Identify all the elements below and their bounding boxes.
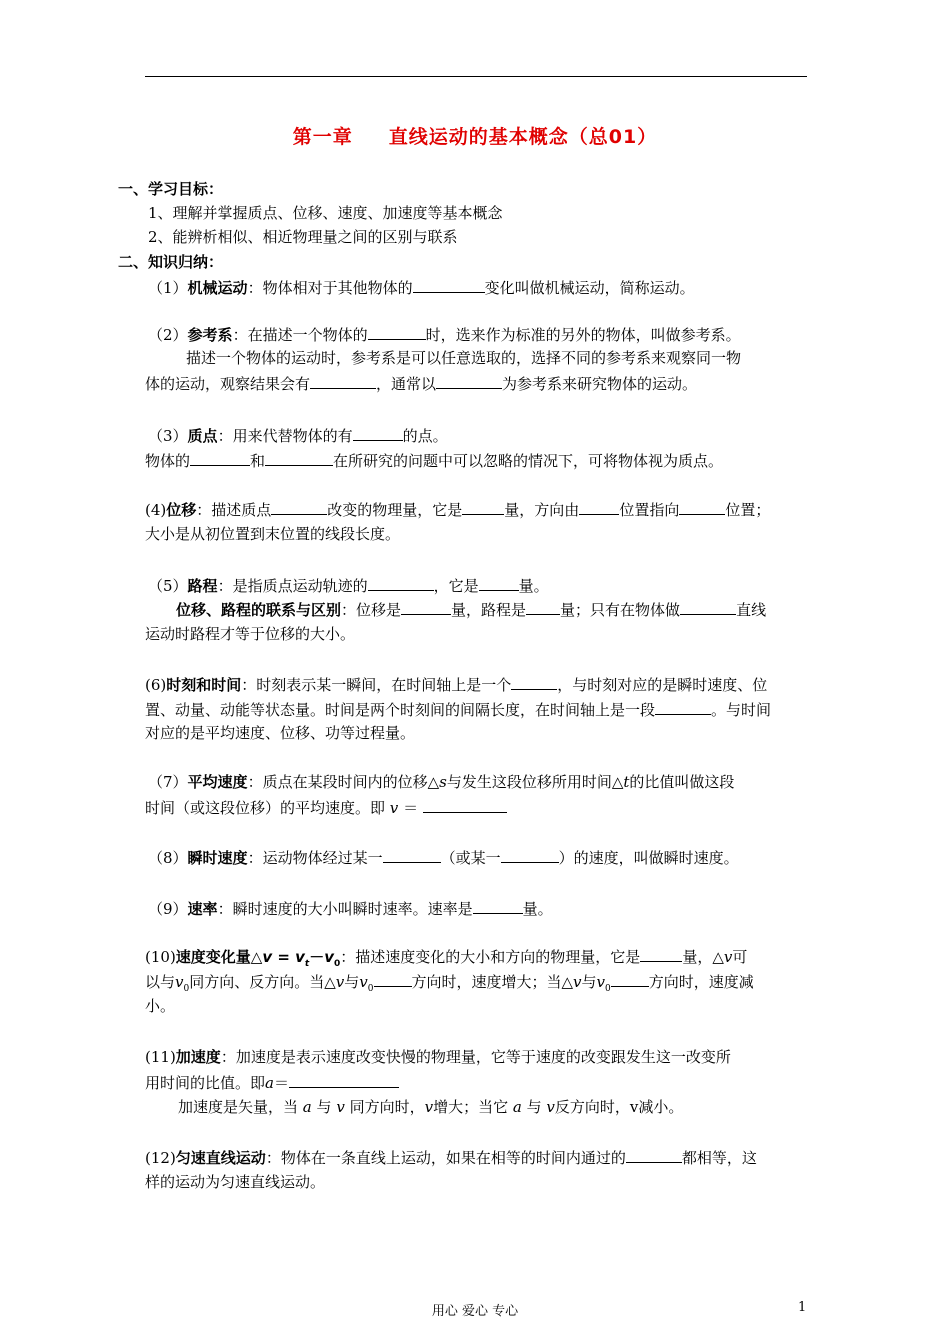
fill-blank [368, 574, 434, 591]
item-path-length: （5）路程：是指质点运动轨迹的 ，它是 量。 [148, 574, 549, 597]
item-average-velocity: （7）平均速度：质点在某段时间内的位移△s与发生这段位移所用时间△t的比值叫做这段 [148, 773, 735, 791]
fill-blank [265, 449, 333, 466]
average-velocity-line-2: 时间（或这段位移）的平均速度。即 v ＝ [145, 796, 507, 819]
fill-blank [501, 846, 559, 863]
fill-blank [462, 498, 504, 515]
fill-blank [479, 574, 519, 591]
moment-line-2: 置、动量、动能等状态量。时间是两个时刻间的间隔长度，在时间轴上是一段 。与时间 [145, 698, 771, 721]
fill-blank [289, 1071, 399, 1088]
fill-blank [271, 498, 327, 515]
goal-1: 1、理解并掌握质点、位移、速度、加速度等基本概念 [148, 204, 503, 222]
fill-blank [413, 276, 485, 293]
fill-blank [401, 598, 451, 615]
goal-2: 2、能辨析相似、相近物理量之间的区别与联系 [148, 228, 458, 246]
fill-blank [679, 498, 725, 515]
item-particle: （3）质点：用来代替物体的有 的点。 [148, 424, 448, 447]
page-title [0, 122, 950, 149]
fill-blank [611, 970, 649, 987]
item-instantaneous-velocity: （8）瞬时速度：运动物体经过某一 （或某一 ）的速度，叫做瞬时速度。 [148, 846, 739, 869]
velocity-change-line-3: 小。 [145, 997, 176, 1015]
item-acceleration: (11)加速度：加速度是表示速度改变快慢的物理量，它等于速度的改变跟发生这一改变所 [145, 1048, 731, 1066]
fill-blank [640, 945, 682, 962]
fill-blank [310, 372, 376, 389]
fill-blank [436, 372, 502, 389]
particle-line-2: 物体的 和 在所研究的问题中可以忽略的情况下，可将物体视为质点。 [145, 449, 723, 472]
item-moment-and-time: (6)时刻和时间：时刻表示某一瞬间，在时间轴上是一个 ，与时刻对应的是瞬时速度、位 [145, 673, 767, 696]
acceleration-line-3: 加速度是矢量，当 a 与 v 同方向时，v增大；当它 a 与 v反方向时，v减小。 [178, 1098, 684, 1116]
fill-blank [374, 970, 412, 987]
uniform-motion-line-2: 样的运动为匀速直线运动。 [145, 1173, 326, 1191]
fill-blank [353, 424, 403, 441]
section-heading-knowledge: 二、知识归纳： [118, 253, 224, 271]
displacement-line-2: 大小是从初位置到末位置的线段长度。 [145, 525, 401, 543]
reference-frame-line-3: 体的运动，观察结果会有 ，通常以 为参考系来研究物体的运动。 [145, 372, 697, 395]
header-rule [145, 76, 807, 77]
fill-blank [423, 796, 507, 813]
fill-blank [190, 449, 250, 466]
item-displacement: (4)位移：描述质点 改变的物理量，它是 量，方向由 位置指向 位置； [145, 498, 770, 521]
fill-blank [368, 323, 426, 340]
item-speed: （9）速率：瞬时速度的大小叫瞬时速率。速率是 量。 [148, 897, 553, 920]
velocity-change-line-2: 以与$v_0$同方向、反方向。当△v与$v_0$ 方向时，速度增大；当△v与$v_0$ 方向时，速度减 [145, 970, 754, 1000]
chapter-title: 直线运动的基本概念（总01） [388, 126, 658, 148]
reference-frame-line-2: 描述一个物体的运动时，参考系是可以任意选取的，选择不同的参考系来观察同一物 [186, 349, 742, 367]
path-vs-displacement: 位移、路程的联系与区别：位移是 量，路程是 量；只有在物体做 直线 [176, 598, 766, 621]
item-mechanical-motion: （1）机械运动：物体相对于其他物体的 变化叫做机械运动，简称运动。 [148, 276, 695, 299]
section-heading-goals: 一、学习目标： [118, 180, 224, 198]
fill-blank [680, 598, 736, 615]
item-uniform-linear-motion: (12)匀速直线运动：物体在一条直线上运动，如果在相等的时间内通过的 都相等，这 [145, 1146, 757, 1169]
fill-blank [511, 673, 557, 690]
footer-motto: 用心 爱心 专心 [431, 1304, 519, 1319]
fill-blank [655, 698, 711, 715]
fill-blank [526, 598, 560, 615]
path-line-3: 运动时路程才等于位移的大小。 [145, 625, 356, 643]
fill-blank [383, 846, 441, 863]
chapter-label: 第一章 [292, 126, 353, 148]
fill-blank [473, 897, 523, 914]
item-reference-frame: （2）参考系：在描述一个物体的 时，选来作为标准的另外的物体，叫做参考系。 [148, 323, 741, 346]
moment-line-3: 对应的是平均速度、位移、功等过程量。 [145, 724, 416, 742]
fill-blank [626, 1146, 682, 1163]
item-velocity-change: (10)速度变化量△v = $v_t-v_0$：描述速度变化的大小和方向的物理量，它是 量，△v可 [145, 945, 747, 975]
fill-blank [579, 498, 619, 515]
page-number: 1 [798, 1300, 807, 1315]
acceleration-line-2: 用时间的比值。即a＝ [145, 1071, 399, 1094]
